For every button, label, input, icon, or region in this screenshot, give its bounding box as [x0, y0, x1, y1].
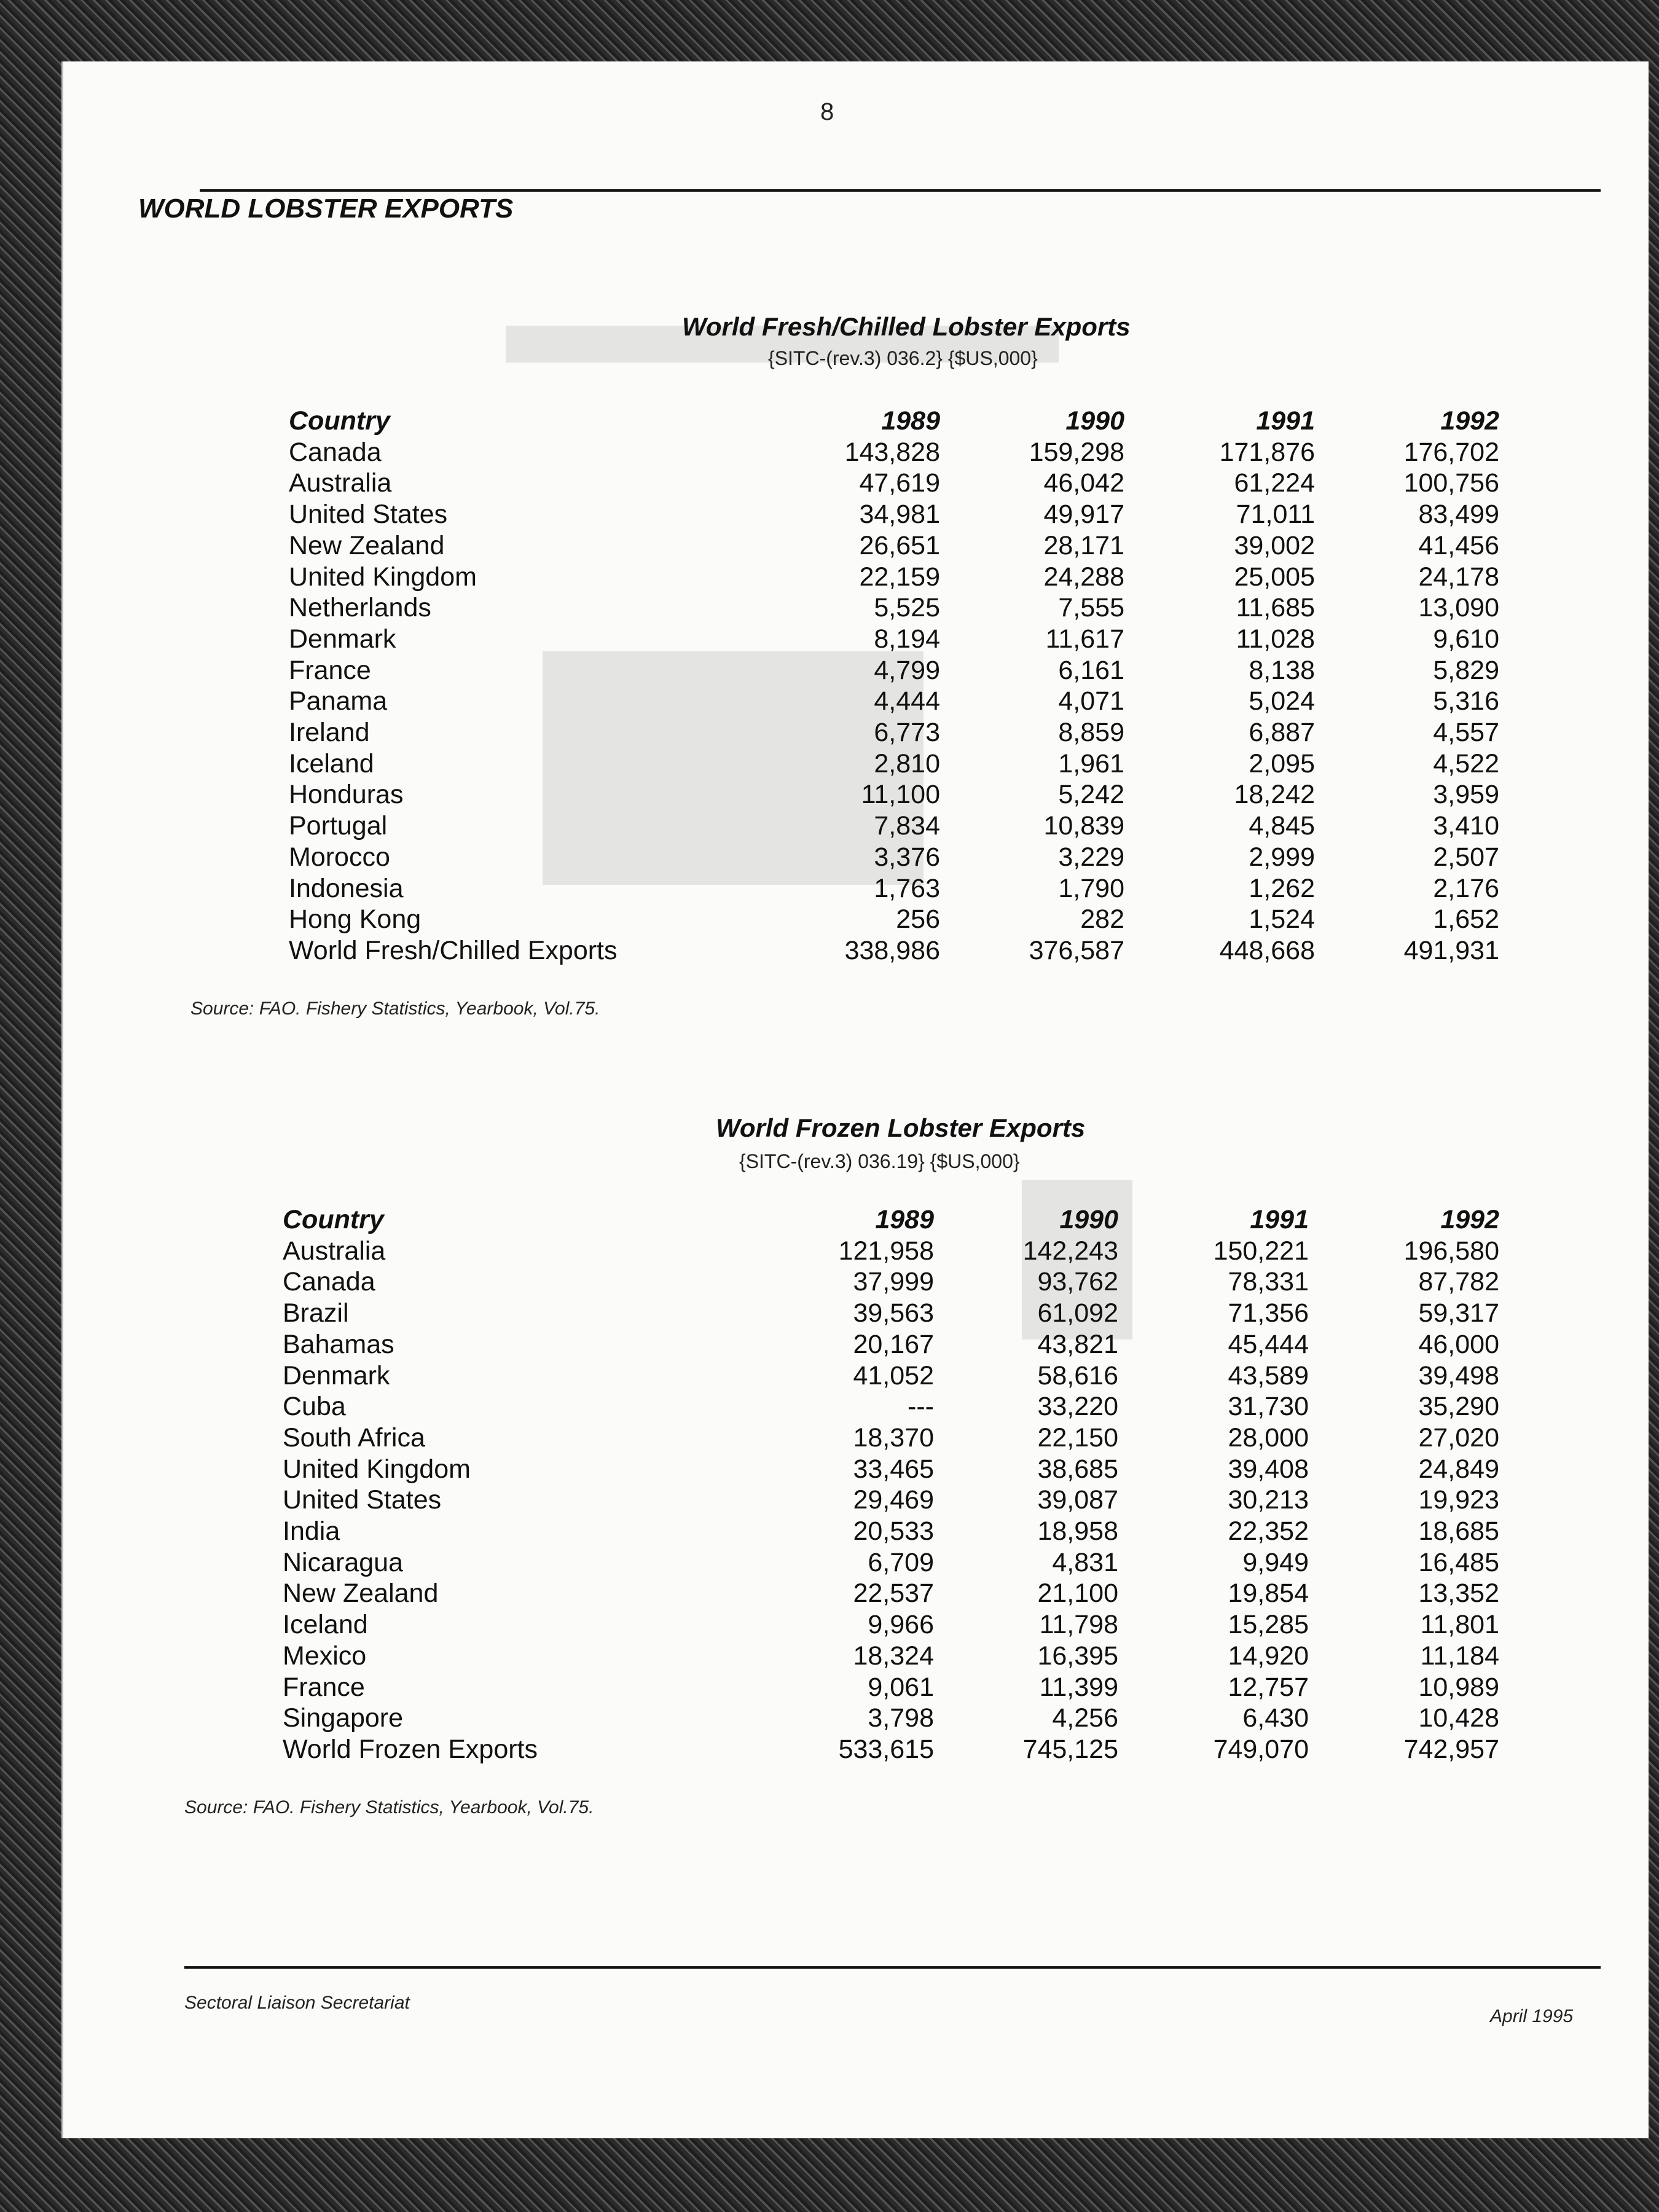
value-cell: 39,408	[1228, 1454, 1309, 1484]
value-cell: 3,410	[1433, 811, 1499, 841]
country-cell: Portugal	[289, 811, 388, 841]
value-cell: 5,024	[1249, 686, 1315, 716]
value-cell: 4,845	[1249, 811, 1315, 841]
value-cell: 171,876	[1219, 437, 1315, 467]
column-header-country: Country	[283, 1205, 384, 1234]
country-cell: World Frozen Exports	[283, 1734, 538, 1764]
table-row	[289, 468, 1499, 499]
table-row	[283, 1609, 1499, 1641]
fresh-exports-table	[289, 406, 1499, 967]
country-cell: New Zealand	[289, 530, 445, 560]
table-row	[289, 873, 1499, 904]
value-cell: 11,801	[1420, 1610, 1499, 1640]
value-cell: 4,071	[1058, 686, 1124, 716]
country-cell: United Kingdom	[283, 1454, 471, 1484]
value-cell: 35,290	[1418, 1392, 1499, 1422]
country-cell: Iceland	[289, 748, 374, 779]
country-cell: India	[283, 1516, 340, 1547]
table-row	[283, 1454, 1499, 1485]
value-cell: 10,989	[1418, 1672, 1499, 1702]
value-cell: 4,522	[1433, 748, 1499, 779]
footer-date: April 1995	[1490, 2006, 1574, 2026]
value-cell: 26,651	[859, 530, 940, 560]
value-cell: 7,834	[874, 811, 940, 841]
value-cell: 8,859	[1058, 718, 1124, 748]
country-cell: Denmark	[289, 624, 396, 654]
value-cell: 28,171	[1043, 530, 1124, 560]
country-cell: Australia	[283, 1236, 386, 1266]
value-cell: 19,923	[1418, 1485, 1499, 1515]
frozen-table-title: World Frozen Lobster Exports	[716, 1113, 1086, 1142]
table-row	[289, 437, 1499, 468]
table-row	[283, 1703, 1499, 1734]
value-cell: 4,831	[1052, 1547, 1118, 1577]
table-row	[289, 717, 1499, 748]
value-cell: 5,316	[1433, 686, 1499, 716]
value-cell: 2,176	[1433, 873, 1499, 903]
value-cell: 159,298	[1029, 437, 1124, 467]
value-cell: 11,184	[1420, 1641, 1499, 1671]
country-cell: New Zealand	[283, 1579, 439, 1609]
country-cell: Denmark	[283, 1360, 390, 1390]
country-cell: Mexico	[283, 1641, 367, 1671]
value-cell: 58,616	[1037, 1360, 1118, 1390]
value-cell: 4,256	[1052, 1703, 1118, 1733]
column-header-1989: 1989	[875, 1205, 934, 1234]
value-cell: 6,161	[1058, 655, 1124, 685]
country-cell: Australia	[289, 468, 392, 498]
value-cell: 61,092	[1037, 1298, 1118, 1328]
value-cell: 742,957	[1403, 1734, 1499, 1764]
value-cell: 93,762	[1037, 1267, 1118, 1297]
value-cell: 2,507	[1433, 842, 1499, 872]
country-cell: France	[283, 1672, 365, 1702]
value-cell: 47,619	[859, 468, 940, 498]
table-total-row	[283, 1734, 1499, 1765]
country-cell: Singapore	[283, 1703, 404, 1733]
value-cell: 6,887	[1249, 718, 1315, 748]
value-cell: 41,052	[853, 1360, 934, 1390]
table-row	[283, 1391, 1499, 1422]
country-cell: Honduras	[289, 780, 404, 810]
footer-rule	[184, 1966, 1601, 1969]
value-cell: 39,087	[1037, 1485, 1118, 1515]
value-cell: 3,798	[868, 1703, 934, 1733]
value-cell: 34,981	[859, 500, 940, 530]
country-cell: Brazil	[283, 1298, 349, 1328]
value-cell: 3,229	[1058, 842, 1124, 872]
value-cell: 376,587	[1029, 935, 1124, 965]
value-cell: 29,469	[853, 1485, 934, 1515]
value-cell: 6,430	[1242, 1703, 1309, 1733]
table-row	[289, 624, 1499, 655]
value-cell: 59,317	[1418, 1298, 1499, 1328]
column-header-1991: 1991	[1256, 406, 1315, 436]
value-cell: 2,999	[1249, 842, 1315, 872]
value-cell: 37,999	[853, 1267, 934, 1297]
value-cell: 13,090	[1418, 593, 1499, 623]
value-cell: 61,224	[1234, 468, 1315, 498]
value-cell: 11,100	[861, 780, 940, 810]
value-cell: 41,456	[1418, 530, 1499, 560]
value-cell: 27,020	[1418, 1422, 1499, 1453]
header-rule	[200, 189, 1601, 192]
country-cell: Canada	[283, 1267, 375, 1297]
value-cell: 1,961	[1058, 748, 1124, 779]
table-row	[289, 904, 1499, 935]
value-cell: 71,356	[1228, 1298, 1309, 1328]
table-total-row	[289, 935, 1499, 967]
value-cell: 10,839	[1043, 811, 1124, 841]
table-row	[289, 592, 1499, 624]
table-row	[289, 655, 1499, 686]
value-cell: 5,242	[1058, 780, 1124, 810]
country-cell: Morocco	[289, 842, 390, 872]
table-header-row	[283, 1204, 1499, 1236]
table-row	[283, 1641, 1499, 1672]
value-cell: 749,070	[1213, 1734, 1309, 1764]
value-cell: 9,610	[1433, 624, 1499, 654]
column-header-1992: 1992	[1440, 1205, 1499, 1234]
value-cell: 18,370	[853, 1422, 934, 1453]
table-row	[289, 686, 1499, 717]
table-row	[289, 779, 1499, 810]
value-cell: 33,465	[853, 1454, 934, 1484]
frozen-source-note: Source: FAO. Fishery Statistics, Yearbook, Vol.75.	[184, 1797, 594, 1818]
value-cell: 338,986	[844, 935, 940, 965]
value-cell: 20,167	[853, 1329, 934, 1359]
value-cell: ---	[908, 1392, 934, 1422]
column-header-1990: 1990	[1065, 406, 1124, 436]
value-cell: 256	[896, 904, 940, 935]
table-row	[289, 530, 1499, 562]
value-cell: 16,395	[1037, 1641, 1118, 1671]
value-cell: 31,730	[1228, 1392, 1309, 1422]
value-cell: 11,399	[1039, 1672, 1118, 1702]
column-header-1991: 1991	[1250, 1205, 1309, 1234]
table-row	[283, 1547, 1499, 1579]
value-cell: 7,555	[1058, 593, 1124, 623]
value-cell: 10,428	[1418, 1703, 1499, 1733]
value-cell: 11,028	[1236, 624, 1315, 654]
value-cell: 43,821	[1037, 1329, 1118, 1359]
value-cell: 9,966	[868, 1610, 934, 1640]
value-cell: 24,178	[1418, 562, 1499, 592]
value-cell: 22,150	[1037, 1422, 1118, 1453]
value-cell: 14,920	[1228, 1641, 1309, 1671]
value-cell: 491,931	[1403, 935, 1499, 965]
table-row	[283, 1516, 1499, 1547]
table-row	[283, 1672, 1499, 1703]
value-cell: 18,958	[1037, 1516, 1118, 1547]
country-cell: Iceland	[283, 1610, 368, 1640]
value-cell: 39,563	[853, 1298, 934, 1328]
value-cell: 1,262	[1249, 873, 1315, 903]
value-cell: 9,949	[1242, 1547, 1309, 1577]
footer-organization: Sectoral Liaison Secretariat	[184, 1993, 410, 2013]
value-cell: 448,668	[1219, 935, 1315, 965]
value-cell: 745,125	[1022, 1734, 1118, 1764]
country-cell: France	[289, 655, 371, 685]
value-cell: 25,005	[1234, 562, 1315, 592]
table-row	[283, 1266, 1499, 1298]
value-cell: 143,828	[844, 437, 940, 467]
country-cell: Indonesia	[289, 873, 404, 903]
table-row	[289, 748, 1499, 780]
value-cell: 150,221	[1213, 1236, 1309, 1266]
value-cell: 24,849	[1418, 1454, 1499, 1484]
value-cell: 39,002	[1234, 530, 1315, 560]
country-cell: United States	[283, 1485, 442, 1515]
value-cell: 100,756	[1403, 468, 1499, 498]
country-cell: United States	[289, 500, 448, 530]
table-row	[283, 1360, 1499, 1392]
table-row	[289, 842, 1499, 873]
value-cell: 12,757	[1228, 1672, 1309, 1702]
column-header-country: Country	[289, 406, 390, 436]
value-cell: 38,685	[1037, 1454, 1118, 1484]
value-cell: 49,917	[1043, 500, 1124, 530]
value-cell: 4,799	[874, 655, 940, 685]
value-cell: 18,324	[853, 1641, 934, 1671]
value-cell: 28,000	[1228, 1422, 1309, 1453]
value-cell: 83,499	[1418, 500, 1499, 530]
table-header-row	[289, 406, 1499, 437]
value-cell: 282	[1080, 904, 1124, 935]
value-cell: 30,213	[1228, 1485, 1309, 1515]
value-cell: 8,138	[1249, 655, 1315, 685]
table-row	[289, 562, 1499, 593]
value-cell: 4,444	[874, 686, 940, 716]
section-title: WORLD LOBSTER EXPORTS	[138, 194, 514, 224]
column-header-1990: 1990	[1059, 1205, 1118, 1234]
table-row	[289, 499, 1499, 530]
column-header-1992: 1992	[1440, 406, 1499, 436]
value-cell: 6,773	[874, 718, 940, 748]
value-cell: 9,061	[868, 1672, 934, 1702]
value-cell: 71,011	[1236, 500, 1315, 530]
value-cell: 20,533	[853, 1516, 934, 1547]
country-cell: Netherlands	[289, 593, 431, 623]
value-cell: 43,589	[1228, 1360, 1309, 1390]
value-cell: 87,782	[1418, 1267, 1499, 1297]
country-cell: United Kingdom	[289, 562, 477, 592]
value-cell: 6,709	[868, 1547, 934, 1577]
country-cell: Ireland	[289, 718, 370, 748]
value-cell: 176,702	[1403, 437, 1499, 467]
value-cell: 45,444	[1228, 1329, 1309, 1359]
value-cell: 8,194	[874, 624, 940, 654]
value-cell: 1,763	[874, 873, 940, 903]
frozen-table-subtitle: {SITC-(rev.3) 036.19} {$US,000}	[739, 1150, 1020, 1172]
value-cell: 22,352	[1228, 1516, 1309, 1547]
value-cell: 11,685	[1236, 593, 1315, 623]
table-row	[283, 1578, 1499, 1609]
value-cell: 2,095	[1249, 748, 1315, 779]
value-cell: 1,524	[1249, 904, 1315, 935]
value-cell: 24,288	[1043, 562, 1124, 592]
value-cell: 78,331	[1228, 1267, 1309, 1297]
value-cell: 121,958	[838, 1236, 934, 1266]
table-row	[283, 1422, 1499, 1454]
fresh-source-note: Source: FAO. Fishery Statistics, Yearbook, Vol.75.	[190, 998, 600, 1019]
frozen-exports-table	[283, 1204, 1499, 1765]
country-cell: Panama	[289, 686, 388, 716]
value-cell: 142,243	[1022, 1236, 1118, 1266]
value-cell: 3,376	[874, 842, 940, 872]
value-cell: 46,000	[1418, 1329, 1499, 1359]
table-row	[289, 810, 1499, 842]
value-cell: 1,652	[1433, 904, 1499, 935]
value-cell: 533,615	[838, 1734, 934, 1764]
value-cell: 2,810	[874, 748, 940, 779]
value-cell: 19,854	[1228, 1579, 1309, 1609]
value-cell: 15,285	[1228, 1610, 1309, 1640]
value-cell: 21,100	[1037, 1579, 1118, 1609]
value-cell: 16,485	[1418, 1547, 1499, 1577]
country-cell: Hong Kong	[289, 904, 422, 935]
value-cell: 18,242	[1234, 780, 1315, 810]
table-row	[283, 1298, 1499, 1329]
fresh-table-subtitle: {SITC-(rev.3) 036.2} {$US,000}	[768, 347, 1038, 369]
fresh-table-title: World Fresh/Chilled Lobster Exports	[682, 312, 1131, 341]
value-cell: 22,537	[853, 1579, 934, 1609]
value-cell: 1,790	[1058, 873, 1124, 903]
document-page	[61, 61, 1649, 2138]
country-cell: South Africa	[283, 1422, 425, 1453]
country-cell: Nicaragua	[283, 1547, 403, 1577]
column-header-1989: 1989	[881, 406, 940, 436]
value-cell: 22,159	[859, 562, 940, 592]
value-cell: 3,959	[1433, 780, 1499, 810]
table-row	[283, 1236, 1499, 1267]
country-cell: Bahamas	[283, 1329, 394, 1359]
country-cell: Cuba	[283, 1392, 346, 1422]
value-cell: 33,220	[1037, 1392, 1118, 1422]
table-row	[283, 1484, 1499, 1516]
table-row	[283, 1329, 1499, 1360]
value-cell: 46,042	[1043, 468, 1124, 498]
value-cell: 18,685	[1418, 1516, 1499, 1547]
value-cell: 39,498	[1418, 1360, 1499, 1390]
country-cell: World Fresh/Chilled Exports	[289, 935, 618, 965]
value-cell: 4,557	[1433, 718, 1499, 748]
value-cell: 5,829	[1433, 655, 1499, 685]
page-number: 8	[820, 98, 834, 125]
value-cell: 5,525	[874, 593, 940, 623]
value-cell: 196,580	[1403, 1236, 1499, 1266]
country-cell: Canada	[289, 437, 382, 467]
value-cell: 13,352	[1418, 1579, 1499, 1609]
value-cell: 11,798	[1039, 1610, 1118, 1640]
value-cell: 11,617	[1045, 624, 1124, 654]
